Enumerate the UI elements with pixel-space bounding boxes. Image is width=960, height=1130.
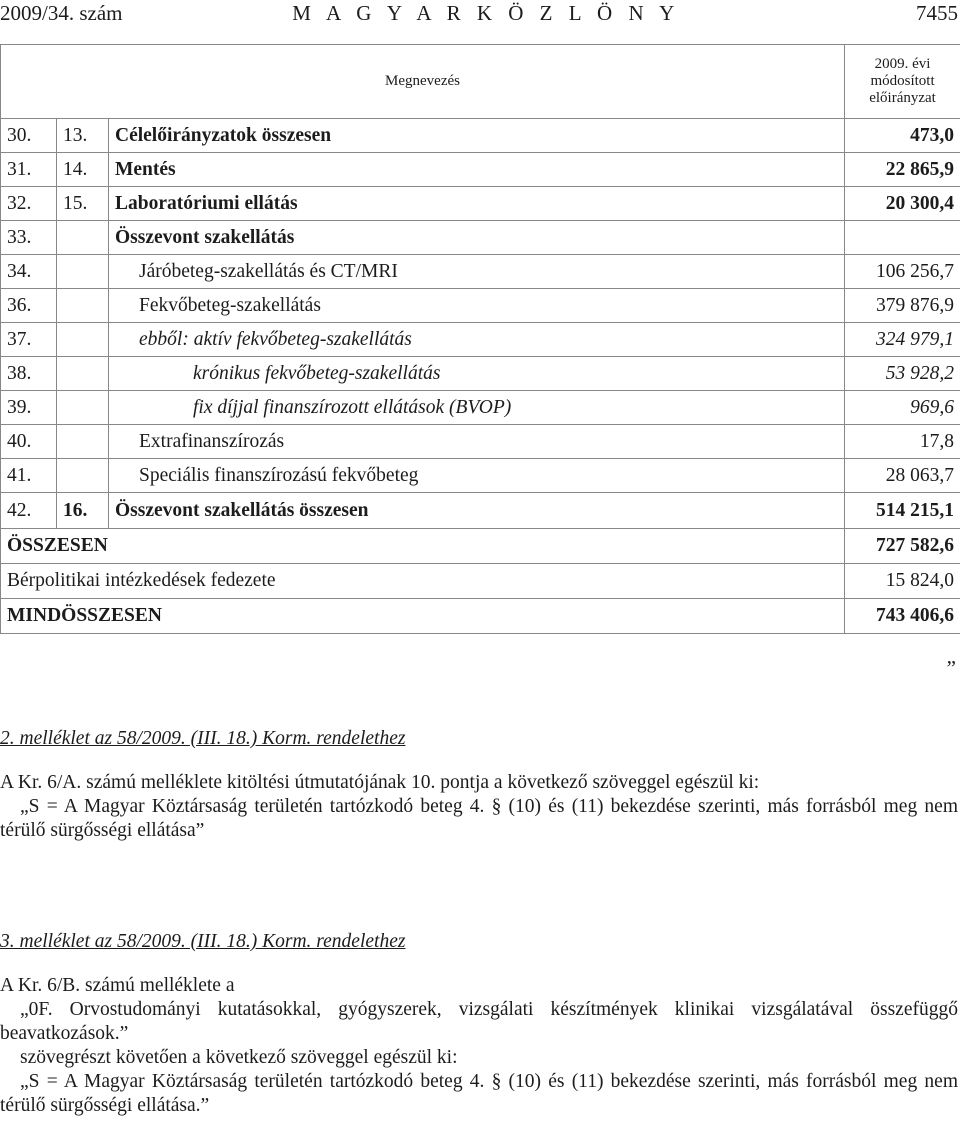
row-name-text: krónikus fekvőbeteg-szakellátás [193, 362, 441, 384]
row-name-text: fix díjjal finanszírozott ellátások (BVOP) [193, 396, 512, 418]
row-value: 106 256,7 [845, 255, 960, 289]
total-label: Bérpolitikai intézkedések fedezete [1, 564, 845, 599]
row-code: 16. [57, 493, 109, 529]
table-row [1, 493, 960, 529]
annex-3-section [0, 930, 958, 1118]
row-number: 36. [1, 289, 57, 323]
table-row [1, 289, 960, 323]
table-row [1, 459, 960, 493]
total-value: 727 582,6 [845, 529, 960, 564]
row-name: Összevont szakellátás összesen [109, 493, 845, 529]
row-value: 22 865,9 [845, 153, 960, 187]
row-name [109, 425, 845, 459]
page-number: 7455 [916, 1, 958, 25]
row-name [109, 391, 845, 425]
row-number: 30. [1, 119, 57, 153]
row-name-text: Extrafinanszírozás [139, 430, 285, 452]
row-name: Összevont szakellátás [109, 221, 845, 255]
row-name-text: ebből: aktív fekvőbeteg-szakellátás [139, 328, 412, 350]
annex-3-paragraph: A Kr. 6/B. számú melléklete a [0, 975, 235, 996]
column-header-value [845, 45, 960, 119]
table-row [1, 221, 960, 255]
table-row [1, 357, 960, 391]
annex-2-section [0, 727, 958, 843]
total-label: MINDÖSSZESEN [1, 599, 845, 634]
row-value: 324 979,1 [845, 323, 960, 357]
table-row [1, 255, 960, 289]
row-value: 379 876,9 [845, 289, 960, 323]
row-number: 33. [1, 221, 57, 255]
row-name: Célelőirányzatok összesen [109, 119, 845, 153]
row-number: 42. [1, 493, 57, 529]
table-row [1, 323, 960, 357]
row-number: 37. [1, 323, 57, 357]
annex-3-paragraph: szövegrészt követően a következő szöveggel egészül ki: [20, 1047, 458, 1068]
row-code [57, 391, 109, 425]
table-header-row [1, 45, 960, 119]
annex-2-title: 2. melléklet az 58/2009. (III. 18.) Korm. rendelethez [0, 728, 406, 749]
row-code [57, 323, 109, 357]
row-name-text: Fekvőbeteg-szakellátás [139, 294, 321, 316]
annex-3-title: 3. melléklet az 58/2009. (III. 18.) Korm. rendelethez [0, 931, 406, 952]
annex-3-quote: „0F. Orvostudományi kutatásokkal, gyógyszerek, vizsgálati készítmények klinikai vizsgálatával összefüggő beavatkozások.” [0, 999, 958, 1044]
row-name [109, 459, 845, 493]
row-number: 41. [1, 459, 57, 493]
table-row [1, 119, 960, 153]
row-name [109, 357, 845, 391]
column-header-value-line: előirányzat [869, 90, 936, 106]
row-value: 53 928,2 [845, 357, 960, 391]
row-name-text: Speciális finanszírozású fekvőbeteg [139, 464, 419, 486]
row-code: 13. [57, 119, 109, 153]
row-name [109, 255, 845, 289]
total-row [1, 529, 960, 564]
row-name: Mentés [109, 153, 845, 187]
row-code: 14. [57, 153, 109, 187]
total-row [1, 564, 960, 599]
row-value [845, 221, 960, 255]
annex-2-quote: „S = A Magyar Köztársaság területén tartózkodó beteg 4. § (10) és (11) bekezdése szerinti, más forrásból meg nem térülő sürgősségi ellátása” [0, 796, 958, 841]
row-number: 38. [1, 357, 57, 391]
row-value: 17,8 [845, 425, 960, 459]
row-code [57, 459, 109, 493]
row-value: 969,6 [845, 391, 960, 425]
row-name-text: Járóbeteg-szakellátás és CT/MRI [139, 260, 398, 282]
row-name [109, 323, 845, 357]
publication-title: M A G Y A R K Ö Z L Ö N Y [292, 1, 680, 25]
total-value: 15 824,0 [845, 564, 960, 599]
row-number: 31. [1, 153, 57, 187]
table-row [1, 187, 960, 221]
table-row [1, 425, 960, 459]
table-row [1, 153, 960, 187]
row-code: 15. [57, 187, 109, 221]
budget-table [0, 44, 960, 634]
row-code [57, 221, 109, 255]
total-label: ÖSSZESEN [1, 529, 845, 564]
total-value: 743 406,6 [845, 599, 960, 634]
table-row [1, 391, 960, 425]
row-code [57, 289, 109, 323]
closing-quote: ” [946, 656, 956, 680]
issue-number: 2009/34. szám [0, 1, 123, 25]
total-row [1, 599, 960, 634]
row-code [57, 357, 109, 391]
row-code [57, 425, 109, 459]
row-number: 32. [1, 187, 57, 221]
row-name: Laboratóriumi ellátás [109, 187, 845, 221]
row-value: 20 300,4 [845, 187, 960, 221]
row-name [109, 289, 845, 323]
row-code [57, 255, 109, 289]
row-value: 473,0 [845, 119, 960, 153]
row-number: 40. [1, 425, 57, 459]
page-header [0, 0, 960, 28]
row-number: 39. [1, 391, 57, 425]
annex-2-paragraph: A Kr. 6/A. számú melléklete kitöltési útmutatójának 10. pontja a következő szöveggel egészül ki: [0, 772, 760, 793]
column-header-value-line: 2009. évi [874, 56, 931, 72]
column-header-value-line: módosított [870, 73, 935, 89]
row-value: 514 215,1 [845, 493, 960, 529]
row-value: 28 063,7 [845, 459, 960, 493]
row-number: 34. [1, 255, 57, 289]
annex-3-quote: „S = A Magyar Köztársaság területén tartózkodó beteg 4. § (10) és (11) bekezdése szerinti, más forrásból meg nem térülő sürgősségi ellátása.” [0, 1071, 958, 1116]
column-header-name: Megnevezés [1, 45, 845, 119]
